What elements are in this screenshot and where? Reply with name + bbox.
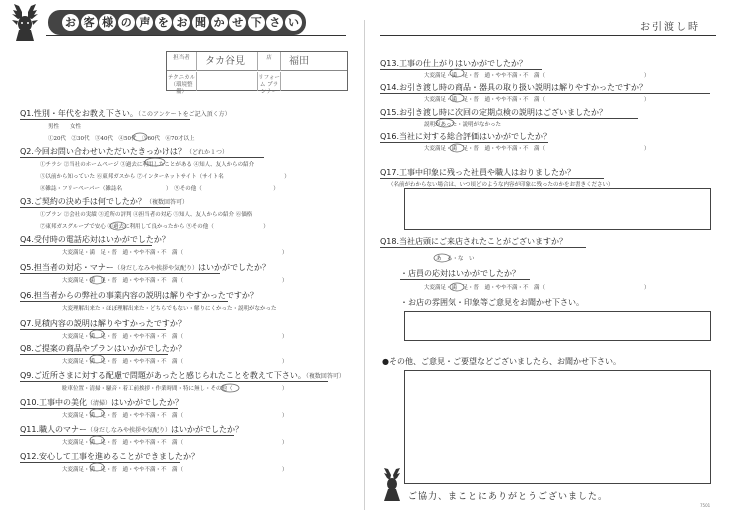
q13-options[interactable]: 大変満足・満 足・普 通・やや不満・不 満（ ） [424,73,650,79]
question-hint: （どれか１つ） [185,149,228,156]
reform-label: リフォーム プランナー [257,72,281,91]
q18-options[interactable]: あ る・な い [436,256,475,262]
q17-note: （名前がわからない場合は、いつ頃どのような内容が印象に残ったのかをお書きください） [388,182,614,188]
q13-title: Q13.工事の仕上がりはいかがでしたか？ [380,59,528,68]
question-text: Q1.性別・年代をお教え下さい。 [20,109,138,118]
store-staff-title: ・店員の応対はいかがでしたか？ [400,269,520,278]
sales-value[interactable]: タカ谷見 [205,56,245,67]
q15-underline [380,118,638,119]
question-title [20,108,231,119]
header-rule-right [380,35,716,36]
question-title [20,424,243,435]
question-hint: （身だしなみや挨拶や気配り） [87,427,172,434]
q15-title: Q15.お引き渡し時に次回の定期点検の説明はございましたか？ [380,108,608,117]
answer-options[interactable]: ⑤以前から知っていた ⑥東邦ガスから ⑦インターネットサイト（サイト名 ） [40,174,290,180]
title-char: か [211,14,228,31]
question-text: Q7.見積内容の説明は解りやすかったですか？ [20,319,186,328]
answer-options[interactable]: 大変満足・満 足・普 通・やや不満・不 満（ ） [62,440,288,446]
question-title [20,343,186,354]
form-code: 7501 [700,503,711,508]
store-staff-underline [400,279,530,280]
question-underline [20,354,168,355]
question-title [20,290,258,301]
answer-options[interactable]: 大変満足・満 足・普 通・やや不満・不 満（ ） [62,413,288,419]
question-suffix: はいかがでしたか？ [197,263,270,272]
answer-options[interactable]: 大変満足・満 足・普 通・やや不満・不 満（ ） [62,334,288,340]
question-underline [20,273,220,274]
question-text: Q9.ご近所さまに対する配慮で問題があったと感じられたことを教えて下さい。 [20,371,306,380]
q14-underline [380,93,710,94]
question-suffix: はいかがでしたか？ [171,425,244,434]
page-fold-divider [364,20,365,510]
title-char: 聞 [192,14,209,31]
page-title [62,14,302,32]
deer-logo-icon [4,2,46,42]
answer-options[interactable]: ①プラン ②会社の実績 ③近所の評判 ④担当者の対応 ⑤知人、友人からの紹介 ⑥価格 [40,212,253,218]
other-comments-box[interactable] [404,370,711,484]
store-atmos-answer-box[interactable] [404,311,711,341]
question-underline [20,157,264,158]
question-text: Q6.担当者からの弊社の事業内容の説明は解りやすかったですか？ [20,291,258,300]
q17-title: Q17.工事中印象に残った社員や職人はおりましたか？ [380,168,576,177]
question-underline [20,408,178,409]
q15-options[interactable]: 説明があった・説明がなかった [424,122,501,128]
question-hint: （身だしなみや挨拶や気配り） [113,265,198,272]
title-char: 下 [248,14,265,31]
staff-table [166,51,348,95]
title-char: の [118,14,135,31]
shop-value[interactable]: 福田 [289,56,309,67]
question-underline [20,119,190,120]
title-char: さ [266,14,283,31]
answer-options[interactable]: ①チラシ ②当社のホームページ ③過去に利用したことがある ④知人、友人からの紹介 [40,162,255,168]
answer-options[interactable]: 男性 女性 [48,124,82,130]
question-underline [20,435,234,436]
question-text: Q5.担当者の対応・マナー [20,263,114,272]
question-underline [20,207,170,208]
question-title [20,146,228,157]
answer-options[interactable]: 大変満足・満 足・普 通・やや不満・不 満（ ） [62,359,288,365]
answer-options[interactable]: ⑦東邦ガスグループで安心 ⑧過去に利用して良かったから ⑨その他（ ） [40,224,269,230]
answer-options[interactable]: 大変理解出来た・ほぼ理解出来た・どちらでもない・解りにくかった・説明がなかった [62,306,277,312]
title-char: 声 [136,14,153,31]
q13-underline [380,69,542,70]
question-underline [20,329,166,330]
question-text: Q12.安心して工事を進めることができましたか？ [20,452,200,461]
q18-underline [380,247,586,248]
sales-label: 担当者 [167,52,197,71]
question-text: Q3.ご契約の決め手は何でしたか？ [20,197,146,206]
question-suffix: はいかがでしたか？ [111,398,184,407]
question-title [20,370,345,381]
question-text: Q8.ご提案の商品やプランはいかがでしたか？ [20,344,186,353]
staff-row-tech [167,72,347,95]
question-hint: （このアンケートをご記入頂く方） [137,111,231,118]
question-underline [20,301,228,302]
title-char: 客 [81,14,98,31]
question-text: Q2.今回お問い合わせいただいたきっかけは？ [20,147,186,156]
title-char: 様 [99,14,116,31]
staff-row-sales [167,52,347,71]
q14-options[interactable]: 大変満足・満 足・普 通・やや不満・不 満（ ） [424,97,650,103]
title-char: お [62,14,79,31]
q17-answer-box[interactable] [404,188,711,230]
question-hint: （清掃） [87,400,112,407]
answer-options[interactable]: 大変満足・満 足・普 通・やや不満・不 満（ ） [62,467,288,473]
title-char: せ [229,14,246,31]
store-atmos-title: ・お店の雰囲気・印象等ご意見をお聞かせ下さい。 [400,298,584,307]
question-title [20,196,188,207]
title-char: い [285,14,302,31]
title-char: お [173,14,190,31]
q16-underline [380,142,548,143]
question-underline [20,381,328,382]
question-title [20,234,170,245]
question-title [20,397,183,408]
title-char: を [155,14,172,31]
answer-options[interactable]: ①20代 ②30代 ③40代 ④50代 ⑤60代 ⑥70才以上 [48,136,195,142]
other-comments-title: ●その他、ご意見・ご要望などございましたら、お聞かせ下さい。 [382,357,621,366]
answer-options[interactable]: 駐車位置・清掃・騒音・着工前挨拶・作業時間・特に無し・その他（ ） [62,386,288,392]
question-title [20,318,186,329]
q17-underline [380,178,604,179]
shop-label: 店 [257,52,281,71]
question-title [20,451,199,462]
question-text: Q4.受付時の電話応対はいかがでしたか？ [20,235,170,244]
thank-you-text: ご協力、まことにありがとうございました。 [408,492,609,502]
question-hint: （複数回答可） [145,199,188,206]
store-staff-options[interactable]: 大変満足・満 足・普 通・やや不満・不 満（ ） [424,285,650,291]
tech-label: テクニカル（環境整備） [167,72,197,91]
question-hint: （複数回答可） [305,373,345,380]
deer-footer-icon [378,466,408,502]
question-underline [20,245,152,246]
question-text: Q10.工事中の美化 [20,398,88,407]
answer-options[interactable]: 大変満足・満 足・普 通・やや不満・不 満（ ） [62,250,288,256]
question-title [20,262,270,273]
question-text: Q11.職人のマナー [20,425,88,434]
q18-title: Q18.当社店頭にご来店されたことがございますか？ [380,237,568,246]
q16-options[interactable]: 大変満足・満 足・普 通・やや不満・不 満（ ） [424,146,650,152]
q14-title: Q14.お引き渡し時の商品・器具の取り扱い説明は解りやすかったですか？ [380,83,648,92]
answer-options[interactable]: ⑧雑誌・フリーペーパー（雑誌名 ） ⑨その他（ ） [40,186,279,192]
header-rule-left [46,35,346,36]
handover-label: お引渡し時 [640,22,700,33]
answer-options[interactable]: 大変満足・満 足・普 通・やや不満・不 満（ ） [62,278,288,284]
q16-title: Q16.当社に対する総合評価はいかがでしたか？ [380,132,552,141]
question-underline [20,462,180,463]
